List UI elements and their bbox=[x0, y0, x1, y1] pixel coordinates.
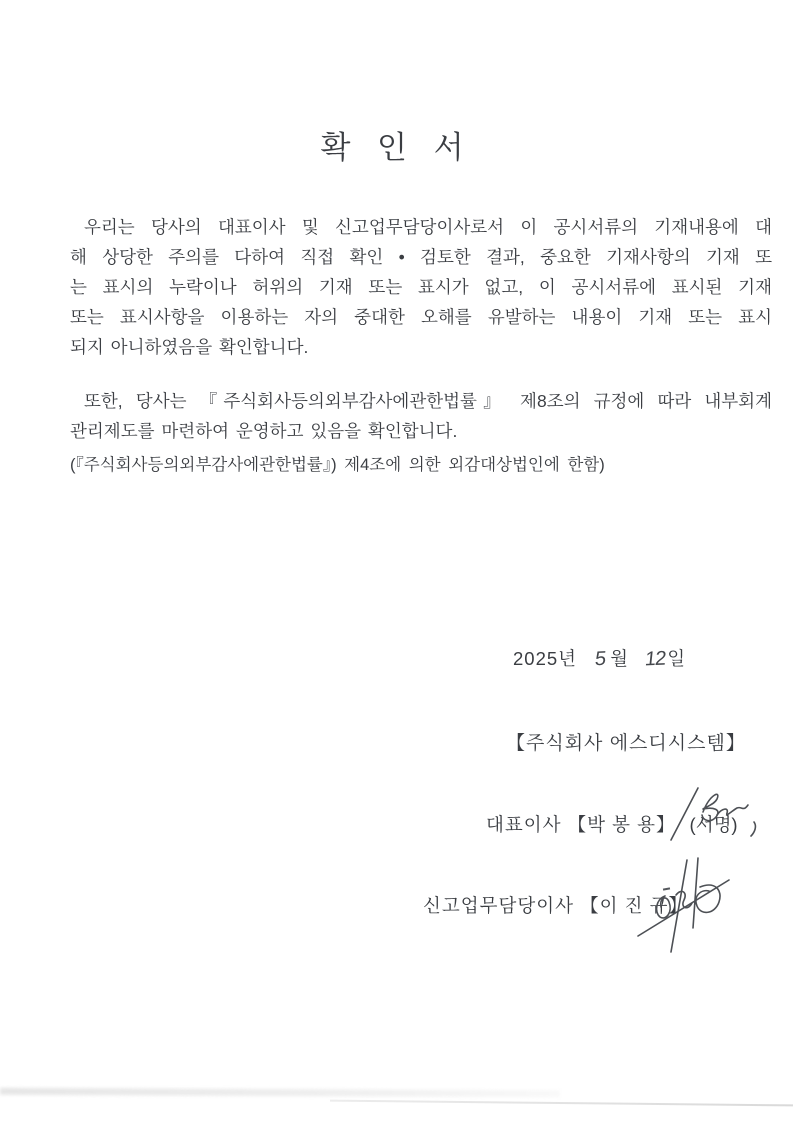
officer-role-and-name: 신고업무담당이사 【이 진 규】 bbox=[423, 895, 689, 916]
handwritten-signature-icon bbox=[632, 854, 732, 958]
declaration-paragraph bbox=[70, 212, 772, 362]
date-line bbox=[513, 646, 686, 672]
date-day-suffix: 일 bbox=[667, 648, 687, 669]
body-line: 되지 아니하였음을 확인합니다. bbox=[70, 337, 309, 357]
body-line: 는 표시의 누락이나 허위의 기재 또는 표시가 없고, 이 공시서류에 표시된 기재 bbox=[70, 277, 772, 297]
body-line: 또는 표시사항을 이용하는 자의 중대한 오해를 유발하는 내용이 기재 또는 표시 bbox=[70, 307, 772, 327]
date-month-suffix: 월 bbox=[610, 648, 630, 669]
body-line: 우리는 당사의 대표이사 및 신고업무담당이사로서 이 공시서류의 기재내용에 대 bbox=[84, 217, 772, 237]
scan-artifact bbox=[0, 1088, 560, 1097]
seal-label: (서명) bbox=[689, 814, 738, 835]
scan-artifact bbox=[330, 1100, 793, 1107]
handwritten-signature-icon bbox=[658, 782, 760, 848]
company-name: 【주식회사 에스디시스템】 bbox=[506, 733, 746, 754]
handwritten-month: 5 bbox=[593, 647, 609, 671]
body-line: 또한, 당사는 『주식회사등의외부감사에관한법률』 제8조의 규정에 따라 내부회계 bbox=[84, 391, 772, 411]
internal-control-paragraph bbox=[70, 386, 772, 446]
date-year: 2025년 bbox=[513, 648, 578, 669]
ceo-role-and-name: 대표이사 【박 봉 용】 bbox=[486, 814, 676, 835]
applicability-note: (『주식회사등의외부감사에관한법률』) 제4조에 의한 외감대상법인에 한함) bbox=[70, 456, 605, 474]
body-line: 해 상당한 주의를 다하여 직접 확인 • 검토한 결과, 중요한 기재사항의 기재 또 bbox=[70, 247, 772, 267]
body-line: 관리제도를 마련하여 운영하고 있음을 확인합니다. bbox=[70, 421, 458, 441]
page-title: 확 인 서 bbox=[320, 130, 473, 165]
handwritten-day: 12 bbox=[643, 647, 667, 671]
